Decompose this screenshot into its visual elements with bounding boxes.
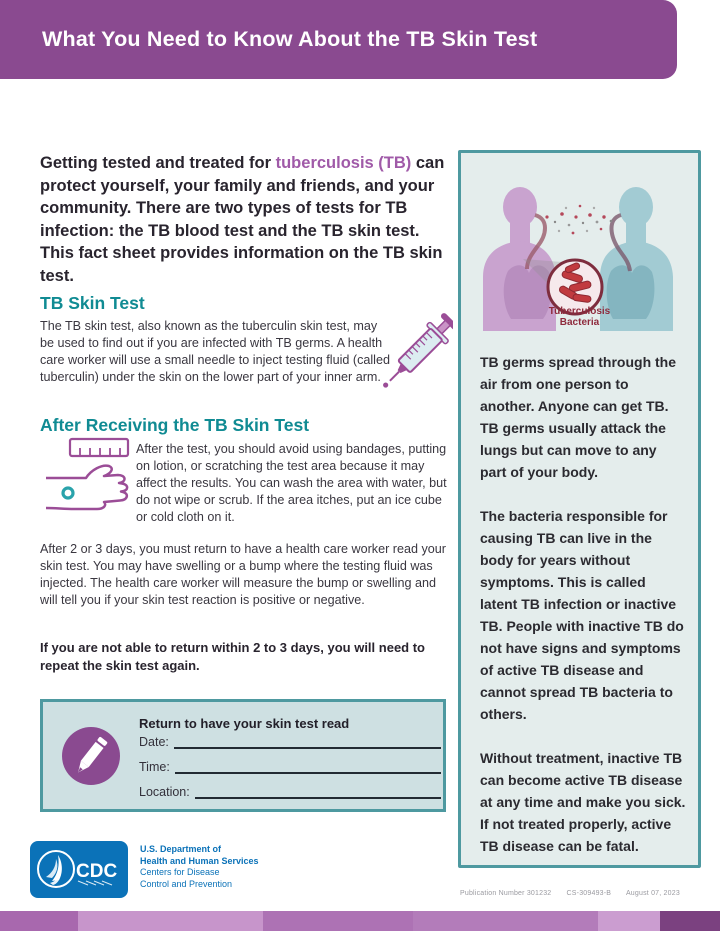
intro-text-start: Getting tested and treated for [40,154,276,172]
sidebar-paragraph-2: The bacteria responsible for causing TB can live in the body for years without symptoms. This is called latent TB infection or inactive TB. People with inactive TB do not have signs and symptoms of active TB disease and cannot spread TB bacteria to others. [480,508,684,722]
time-label: Time: [139,760,170,774]
hhs-line-2: Health and Human Services [140,855,259,866]
bacteria-label [461,306,698,328]
cdc-logo-text: CDC [76,861,118,882]
after-test-paragraph: After the test, you should avoid using bandages, putting on lotion, or scratching the test area because it may affect the results. You can wash the area with water, but do not wipe or scrub. If the area itches, put an ice cube or cold cloth on it. [136,442,447,524]
repeat-test-note: If you are not able to return within 2 to 3 days, you will need to repeat the skin test again. [40,640,425,673]
gradient-segment [598,911,660,931]
pencil-icon [62,727,120,785]
return-box-title: Return to have your skin test read [139,716,350,731]
intro-text-end: can protect yourself, your family and friends, and your community. There are two types of tests for TB infection: the TB blood test and the TB skin test. This fact sheet provides information on the TB skin test. [40,154,445,285]
heading-after-receiving: After Receiving the TB Skin Test [40,415,310,435]
bottom-gradient-bar [0,911,720,931]
time-write-line [175,761,441,774]
bacteria-label-line2: Bacteria [559,317,600,328]
publication-number: Publication Number 301232 [460,890,552,897]
gradient-segment [660,911,720,931]
publication-code: CS-309493-B [566,890,612,897]
agency-footer [30,841,259,898]
hhs-line-1: U.S. Department of [140,844,222,854]
date-field [139,735,441,749]
location-write-line [195,786,441,799]
hhs-text-block [140,841,259,890]
cdc-logo [30,841,128,898]
tb-skin-test-paragraph: The TB skin test, also known as the tuberculin skin test, may be used to find out if you are infected with TB germs. A health care worker will use a small needle to inject testing fluid (called tuberculin) under the skin on the lower part of your inner arm. [40,319,390,384]
sidebar-paragraph-3: Without treatment, inactive TB can become active TB disease at any time and make you sick. If not treated properly, active TB disease can be fatal. [480,750,686,854]
intro-paragraph [40,152,450,287]
date-label: Date: [139,735,169,749]
syringe-icon [378,303,453,408]
page-title: What You Need to Know About the TB Skin Test [42,27,538,51]
gradient-segment [78,911,263,931]
heading-tb-skin-test: TB Skin Test [40,293,145,313]
title-band [0,0,677,79]
date-write-line [174,736,441,749]
hhs-line-4: Control and Prevention [140,878,233,889]
publication-date: August 07, 2023 [625,890,680,897]
location-field [139,785,441,799]
gradient-segment [0,911,78,931]
publication-info [460,890,693,897]
gradient-segment [413,911,598,931]
tuberculosis-link[interactable]: tuberculosis (TB) [275,154,412,172]
time-field [139,760,441,774]
location-label: Location: [139,785,190,799]
hhs-line-3: Centers for Disease [140,867,220,877]
sidebar-info-box [458,150,701,868]
return-reminder-box [40,699,446,812]
sidebar-text-block [480,351,686,879]
gradient-segment [263,911,413,931]
return-instructions-paragraph: After 2 or 3 days, you must return to have a health care worker read your skin test. You may have swelling or a bump where the testing fluid was injected. The health care worker will measure the bump or swelling and will tell you if your skin test reaction is positive or negative. [40,542,447,607]
bacteria-label-line1: Tuberculosis [548,306,611,317]
sidebar-paragraph-1: TB germs spread through the air from one person to another. Anyone can get TB. TB germs usually attack the lungs but can move to any part of your body. [480,354,677,480]
hand-ruler-icon [46,436,148,528]
